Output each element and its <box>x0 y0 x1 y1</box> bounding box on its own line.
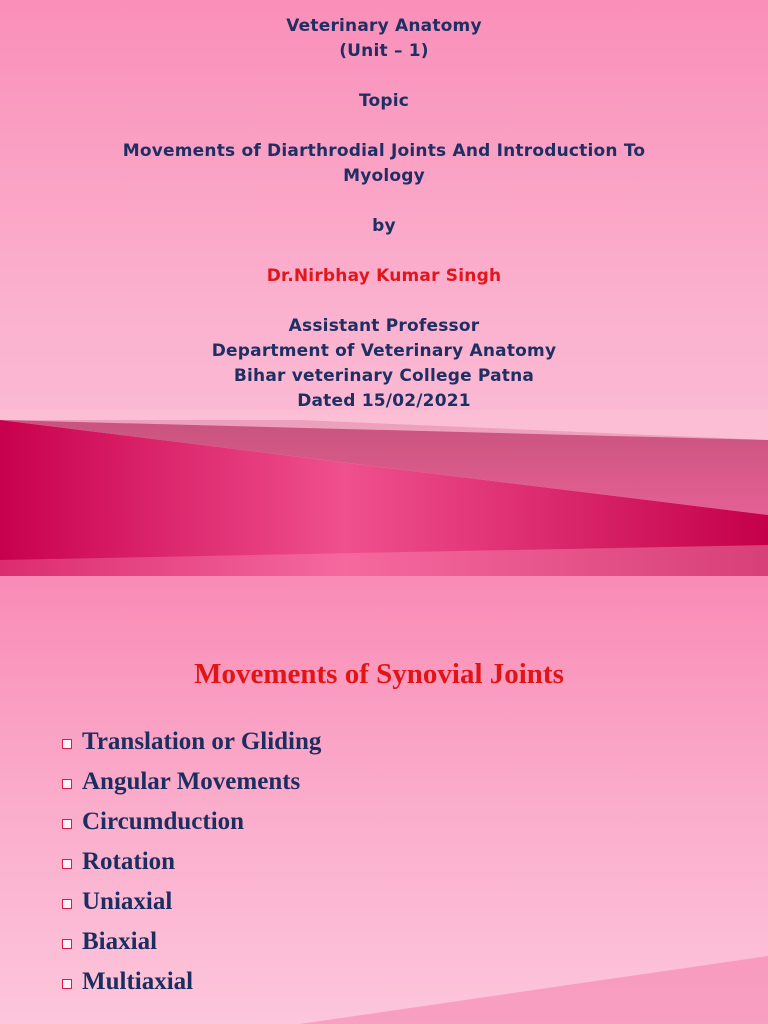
title-block <box>0 14 768 414</box>
content-slide <box>0 576 768 1024</box>
list-item-text: Angular Movements <box>82 768 301 795</box>
unit-label: (Unit – 1) <box>339 41 429 61</box>
designation: Assistant Professor <box>288 316 480 336</box>
list-item <box>62 882 321 922</box>
topic-title-line2: Myology <box>343 166 425 186</box>
movement-list <box>62 722 321 1002</box>
list-item-text: Multiaxial <box>82 968 194 995</box>
list-item <box>62 762 321 802</box>
list-item-text: Translation or Gliding <box>82 728 322 755</box>
by-label: by <box>372 216 396 236</box>
square-bullet-icon <box>62 939 72 949</box>
list-item <box>62 922 321 962</box>
course-title: Veterinary Anatomy <box>286 16 482 36</box>
date: Dated 15/02/2021 <box>297 391 471 411</box>
list-item-text: Circumduction <box>82 808 245 835</box>
list-item <box>62 722 321 762</box>
square-bullet-icon <box>62 859 72 869</box>
list-item-text: Uniaxial <box>82 888 173 915</box>
square-bullet-icon <box>62 779 72 789</box>
list-item-text: Biaxial <box>82 928 158 955</box>
square-bullet-icon <box>62 819 72 829</box>
author-name: Dr.Nirbhay Kumar Singh <box>266 266 502 286</box>
slide-title: Movements of Synovial Joints <box>194 658 564 690</box>
square-bullet-icon <box>62 979 72 989</box>
list-item-text: Rotation <box>82 848 176 875</box>
list-item <box>62 842 321 882</box>
topic-title-line1: Movements of Diarthrodial Joints And Introduction To <box>122 141 646 161</box>
square-bullet-icon <box>62 899 72 909</box>
college: Bihar veterinary College Patna <box>233 366 535 386</box>
list-item <box>62 802 321 842</box>
list-item <box>62 962 321 1002</box>
topic-label: Topic <box>358 91 410 111</box>
square-bullet-icon <box>62 739 72 749</box>
department: Department of Veterinary Anatomy <box>211 341 557 361</box>
